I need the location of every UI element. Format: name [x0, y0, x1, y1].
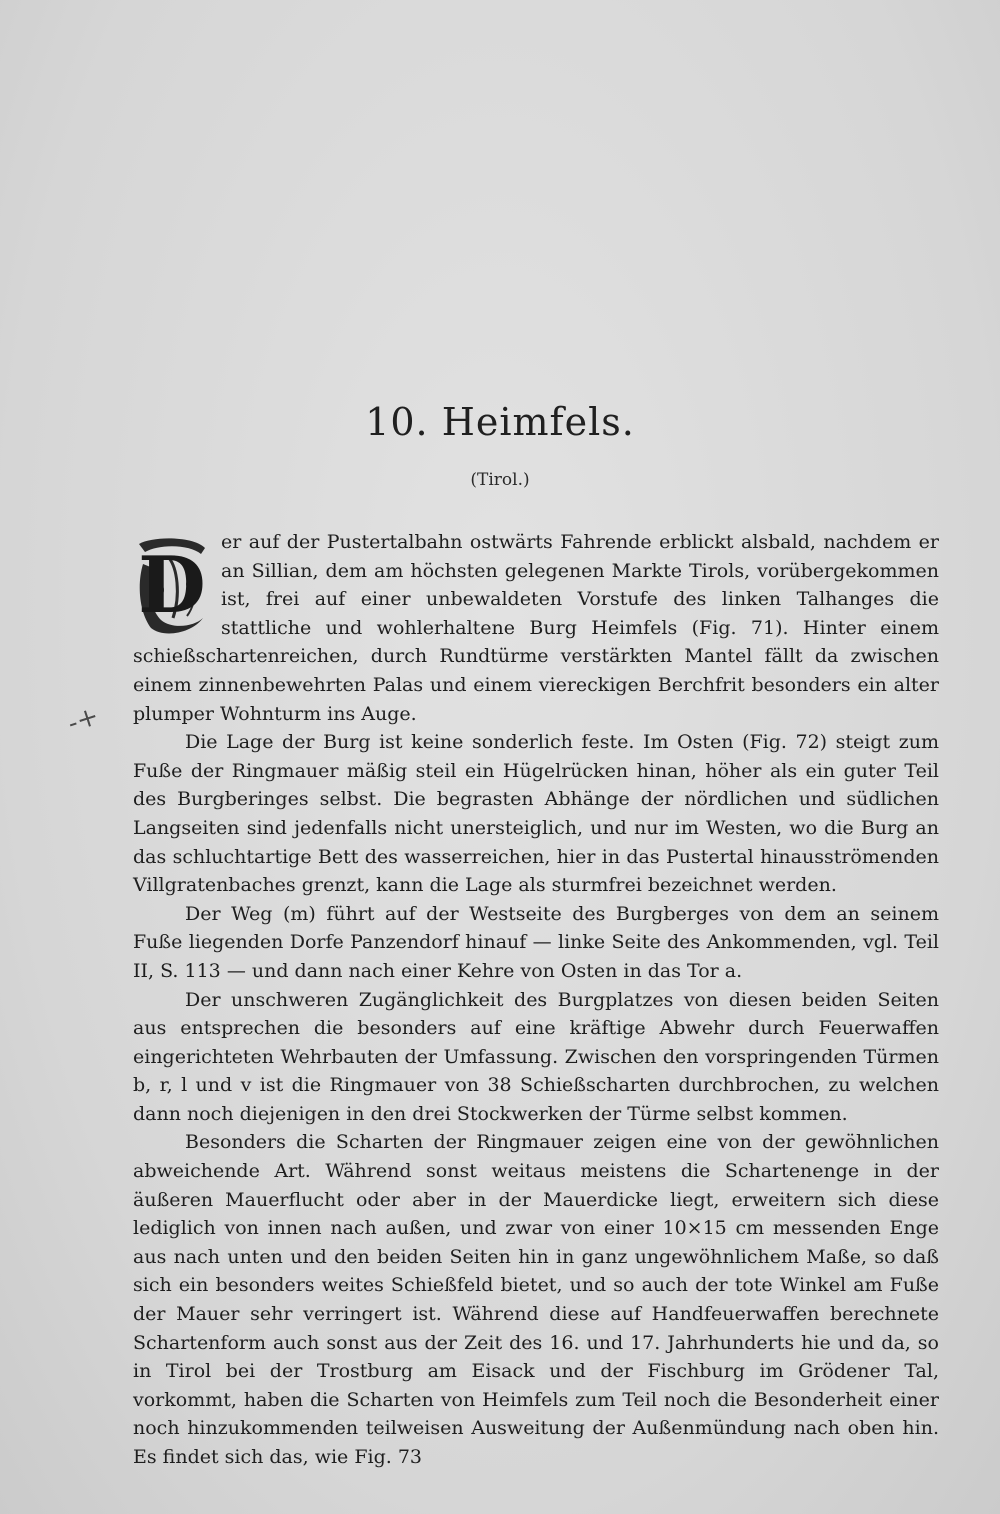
decorated-initial	[133, 534, 211, 638]
paragraph-4: Der unschweren Zugänglichkeit des Burgplatzes von diesen beiden Seiten aus entsprechen die besonders auf eine kräftige Abwehr durch Feuerwaffen eingerichteten Wehrbauten der Umfassung. Zwischen den vorspringenden Türmen b, r, l und v ist die Ringmauer von 38 Schießscharten durchbrochen, zu welchen dann noch diejenigen in den drei Stockwerken der Türme selbst kommen.	[133, 988, 939, 1125]
initial-letter: D	[138, 540, 206, 631]
margin-pencil-mark: -+	[64, 701, 103, 739]
paragraph-5: Besonders die Scharten der Ringmauer zeigen eine von der gewöhnlichen abweichende Art. Während sonst weitaus meistens die Schartenenge in der äußeren Mauerflucht oder aber in der Mauerdicke liegt, erweitern sich diese lediglich von innen nach außen, und zwar von einer 10×15 cm messenden Enge aus nach unten und den beiden Seiten hin in ganz ungewöhnlichem Maße, so daß sich ein besonders weites Schießfeld bietet, und so auch der tote Winkel am Fuße der Mauer sehr verringert ist. Während diese auf Handfeuerwaffen berechnete Schartenform auch sonst aus der Zeit des 16. und 17. Jahrhunderts hie und da, so in Tirol bei der Trostburg am Eisack und der Fischburg im Grödener Tal, vorkommt, haben die Scharten von Heimfels zum Teil noch die Besonderheit einer noch hinzukommenden teilweisen Ausweitung der Außenmündung nach oben hin. Es findet sich das, wie Fig. 73	[133, 1131, 939, 1468]
chapter-title: 10. Heimfels.	[365, 400, 635, 444]
paragraph-1-text: er auf der Pustertalbahn ostwärts Fahrende erblickt alsbald, nachdem er an Sillian, dem am höchsten gelegenen Markte Tirols, vorübergekommen ist, frei auf einer unbewaldeten Vorstufe des linken Talhanges die stattliche und wohlerhaltene Burg Heimfels (Fig. 71). Hinter einem schießschartenreichen, durch Rundtürme verstärkten Mantel fällt da zwischen einem zinnenbewehrten Palas und einem viereckigen Berchfrit besonders ein alter plumper Wohnturm ins Auge.	[133, 531, 939, 725]
paragraph-2: Die Lage der Burg ist keine sonderlich feste. Im Osten (Fig. 72) steigt zum Fuße der Ringmauer mäßig steil ein Hügelrücken hinan, höher als ein guter Teil des Burgberinges selbst. Die begrasten Abhänge der nördlichen und südlichen Langseiten sind jedenfalls nicht unersteiglich, und nur im Westen, wo die Burg an das schluchtartige Bett des wasserreichen, hier in das Pustertal hinausströmenden Villgratenbaches grenzt, kann die Lage als sturmfrei bezeichnet werden.	[133, 731, 939, 897]
body-text	[133, 528, 939, 1472]
chapter-subtitle: (Tirol.)	[470, 470, 530, 490]
paragraph-1	[133, 528, 939, 728]
paragraph-3: Der Weg (m) führt auf der Westseite des Burgberges von dem an seinem Fuße liegenden Dorfe Panzendorf hinauf — linke Seite des Ankommenden, vgl. Teil II, S. 113 — und dann nach einer Kehre von Osten in das Tor a.	[133, 902, 939, 982]
